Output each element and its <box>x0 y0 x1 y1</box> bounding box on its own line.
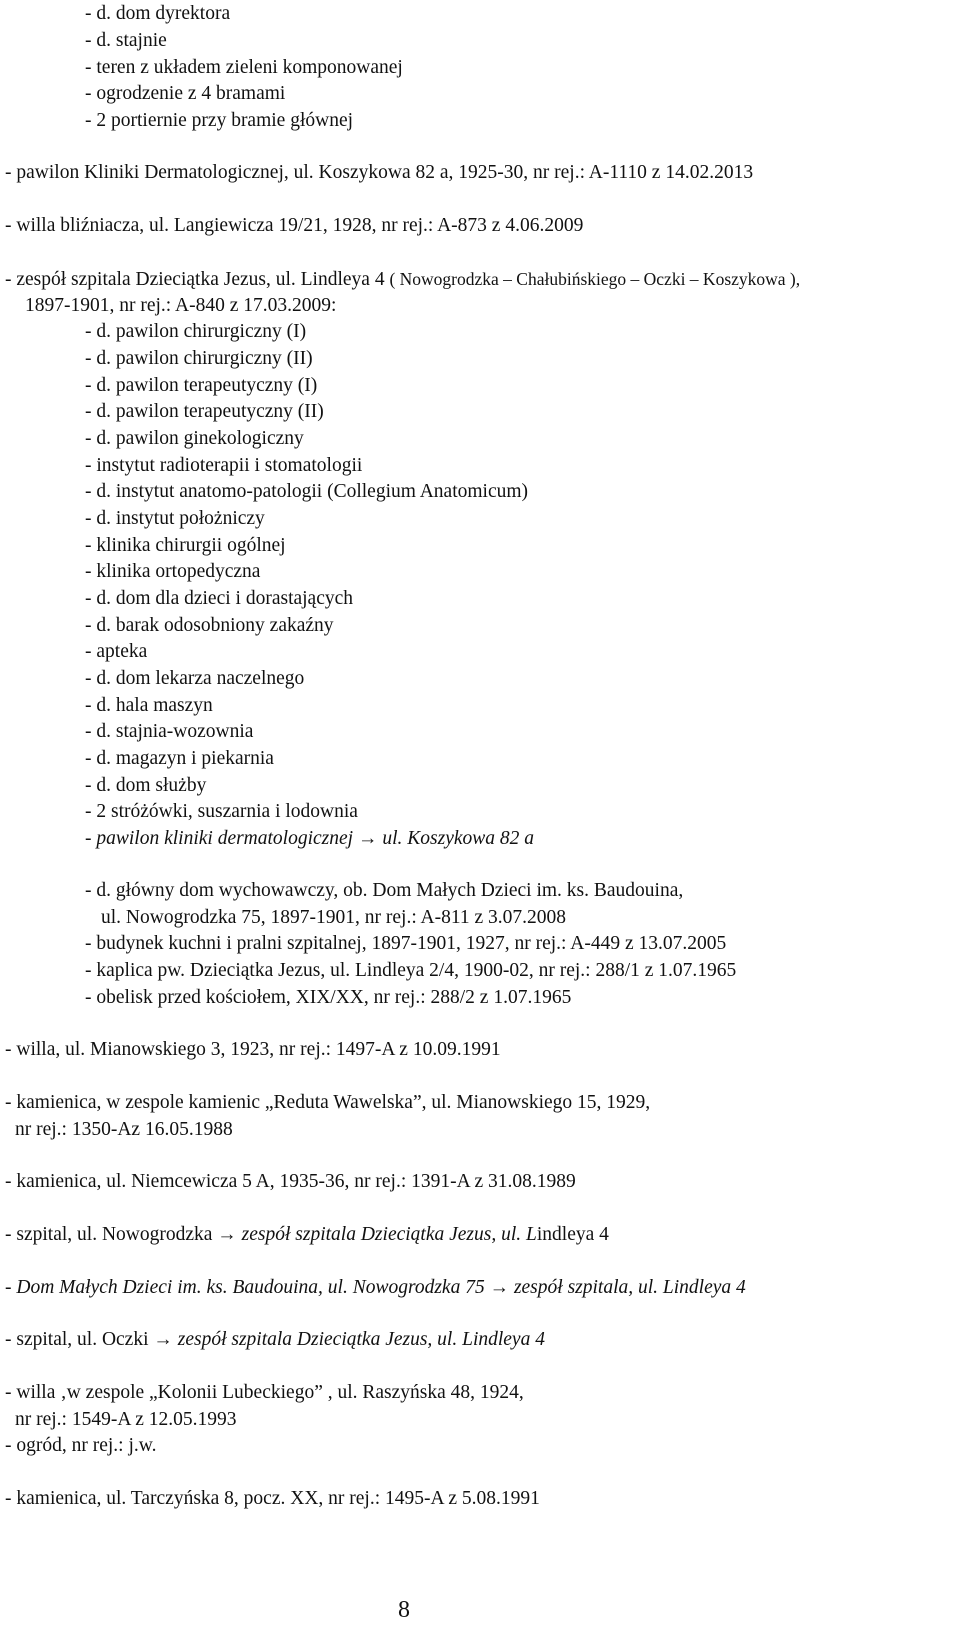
text-line: - d. dom dla dzieci i dorastających <box>85 588 354 609</box>
text-line: - ogród, nr rej.: j.w. <box>5 1435 157 1456</box>
text-line: - d. instytut położniczy <box>85 508 265 529</box>
text-line: - 2 stróżówki, suszarnia i lodownia <box>85 801 358 822</box>
text-line: - klinika ortopedyczna <box>85 561 261 582</box>
text-line: - d. barak odosobniony zakaźny <box>85 615 334 636</box>
text-line: - klinika chirurgii ogólnej <box>85 535 286 556</box>
text-line: - willa ‚w zespole „Kolonii Lubeckiego” , ul. Raszyńska 48, 1924, <box>5 1382 524 1403</box>
text-line: - d. pawilon terapeutyczny (I) <box>85 375 318 396</box>
text-line <box>5 1328 545 1352</box>
text-line: - d. dom dyrektora <box>85 3 231 24</box>
text-line: - kamienica, ul. Niemcewicza 5 A, 1935-36, nr rej.: 1391-A z 31.08.1989 <box>5 1171 576 1192</box>
text-line: - d. dom lekarza naczelnego <box>85 668 305 689</box>
text-line: - kamienica, w zespole kamienic „Reduta Wawelska”, ul. Mianowskiego 15, 1929, <box>5 1092 651 1113</box>
text-line: - willa, ul. Mianowskiego 3, 1923, nr rej.: 1497-A z 10.09.1991 <box>5 1039 501 1060</box>
text-line: - ogrodzenie z 4 bramami <box>85 83 286 104</box>
text-span: - zespół szpitala Dzieciątka Jezus, ul. Lindleya 4 <box>5 269 390 290</box>
text-line: nr rej.: 1350-Az 16.05.1988 <box>15 1119 233 1140</box>
text-span: zespół szpitala Dzieciątka Jezus, ul. Lindleya 4 <box>177 1329 545 1350</box>
text-line: - obelisk przed kościołem, XIX/XX, nr rej.: 288/2 z 1.07.1965 <box>85 987 572 1008</box>
text-line: - d. stajnia-wozownia <box>85 721 254 742</box>
page-number: 8 <box>398 1597 410 1623</box>
text-line: - d. pawilon ginekologiczny <box>85 428 304 449</box>
text-span: Dom Małych Dzieci im. ks. Baudouina, ul. Nowogrodzka 75 → zespół szpitala, ul. Lindleya 4 <box>16 1277 746 1298</box>
text-line: - d. instytut anatomo-patologii (Collegium Anatomicum) <box>85 481 529 502</box>
text-line: - pawilon kliniki dermatologicznej → ul. Koszykowa 82 a <box>85 828 535 849</box>
text-line: - d. stajnie <box>85 30 167 51</box>
text-span: - szpital, ul. Oczki → <box>5 1329 178 1350</box>
text-span: zespół szpitala Dzieciątka Jezus, ul. L <box>241 1224 537 1245</box>
text-line: - d. magazyn i piekarnia <box>85 748 274 769</box>
text-line: - apteka <box>85 641 148 662</box>
text-line: - d. pawilon chirurgiczny (I) <box>85 321 307 342</box>
text-line: - instytut radioterapii i stomatologii <box>85 455 363 476</box>
text-line: - d. główny dom wychowawczy, ob. Dom Małych Dzieci im. ks. Baudouina, <box>85 880 684 901</box>
text-line: - d. dom służby <box>85 775 207 796</box>
text-span: ( Nowogrodzka – Chałubińskiego – Oczki – Koszykowa ), <box>389 269 801 289</box>
text-line <box>5 1276 746 1300</box>
text-line: 1897-1901, nr rej.: A-840 z 17.03.2009: <box>25 295 337 316</box>
text-line: - d. pawilon chirurgiczny (II) <box>85 348 313 369</box>
text-line: - willa bliźniacza, ul. Langiewicza 19/21, 1928, nr rej.: A-873 z 4.06.2009 <box>5 215 584 236</box>
text-line: - d. hala maszyn <box>85 695 213 716</box>
text-span: - szpital, ul. Nowogrodzka → <box>5 1224 242 1245</box>
text-line <box>5 267 800 292</box>
text-line: - pawilon Kliniki Dermatologicznej, ul. Koszykowa 82 a, 1925-30, nr rej.: A-1110 z 14.02.2013 <box>5 162 754 183</box>
text-line: - kamienica, ul. Tarczyńska 8, pocz. XX, nr rej.: 1495-A z 5.08.1991 <box>5 1488 540 1509</box>
text-span: indleya 4 <box>536 1224 609 1245</box>
text-line: ul. Nowogrodzka 75, 1897-1901, nr rej.: A-811 z 3.07.2008 <box>101 907 567 928</box>
text-line: - kaplica pw. Dzieciątka Jezus, ul. Lindleya 2/4, 1900-02, nr rej.: 288/1 z 1.07.1965 <box>85 960 737 981</box>
text-line: - 2 portiernie przy bramie głównej <box>85 110 354 131</box>
text-line: - budynek kuchni i pralni szpitalnej, 1897-1901, 1927, nr rej.: A-449 z 13.07.2005 <box>85 933 727 954</box>
text-line: nr rej.: 1549-A z 12.05.1993 <box>15 1409 237 1430</box>
text-span: - <box>5 1277 17 1298</box>
text-line: - d. pawilon terapeutyczny (II) <box>85 401 324 422</box>
text-line <box>5 1223 609 1247</box>
text-line: - teren z układem zieleni komponowanej <box>85 57 403 78</box>
